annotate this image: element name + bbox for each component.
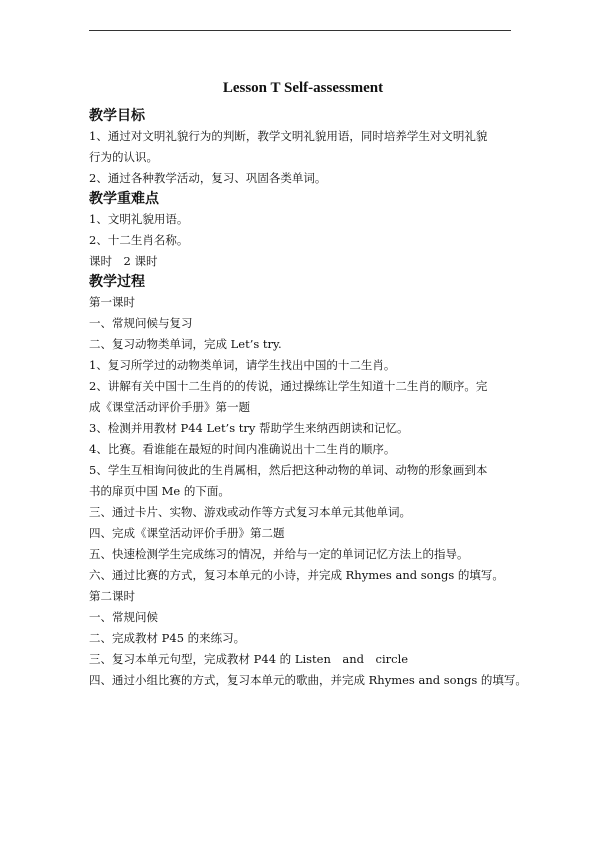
- section-heading-process: 教学过程: [89, 274, 145, 290]
- text-line: 一、常规问候: [89, 610, 158, 624]
- section-heading-goals: 教学目标: [89, 108, 145, 124]
- section-heading-key-points: 教学重难点: [89, 191, 159, 207]
- text-line: 课时 2 课时: [89, 254, 158, 268]
- text-line: 一、常规问候与复习: [89, 316, 193, 330]
- text-line: 5、学生互相询问彼此的生肖属相，然后把这种动物的单词、动物的形象画到本: [89, 463, 488, 477]
- text-line: 六、通过比赛的方式，复习本单元的小诗，并完成 Rhymes and songs 的填写。: [89, 568, 504, 582]
- text-line: 1、复习所学过的动物类单词，请学生找出中国的十二生肖。: [89, 358, 396, 372]
- text-line: 二、复习动物类单词，完成 Let’s try.: [89, 337, 282, 351]
- text-line: 2、通过各种教学活动，复习、巩固各类单词。: [89, 171, 327, 185]
- text-line: 2、讲解有关中国十二生肖的的传说，通过操练让学生知道十二生肖的顺序。完: [89, 379, 488, 393]
- text-line: 3、检测并用教材 P44 Let’s try 帮助学生来纳西朗读和记忆。: [89, 421, 409, 435]
- text-line: 1、文明礼貌用语。: [89, 212, 189, 226]
- document-body: [89, 78, 527, 691]
- text-line: 四、通过小组比赛的方式，复习本单元的歌曲，并完成 Rhymes and songs 的填写。: [89, 673, 527, 687]
- text-line: 书的扉页中国 Me 的下面。: [89, 484, 230, 498]
- text-line: 1、通过对文明礼貌行为的判断，教学文明礼貌用语，同时培养学生对文明礼貌: [89, 129, 488, 143]
- text-line: 四、完成《课堂活动评价手册》第二题: [89, 526, 285, 540]
- text-line: 三、复习本单元句型，完成教材 P44 的 Listen and circle: [89, 652, 409, 666]
- section-key-points: [89, 189, 517, 272]
- header-rule: [89, 30, 511, 31]
- text-line: 第二课时: [89, 589, 135, 603]
- section-goals: [89, 106, 517, 189]
- text-line: 三、通过卡片、实物、游戏或动作等方式复习本单元其他单词。: [89, 505, 411, 519]
- document-title: Lesson T Self-assessment: [222, 80, 384, 96]
- text-line: 4、比赛。看谁能在最短的时间内准确说出十二生肖的顺序。: [89, 442, 396, 456]
- text-line: 行为的认识。: [89, 150, 158, 164]
- text-line: 五、快速检测学生完成练习的情况，并给与一定的单词记忆方法上的指导。: [89, 547, 469, 561]
- section-process: [89, 272, 527, 691]
- text-line: 成《课堂活动评价手册》第一题: [89, 400, 250, 414]
- text-line: 2、十二生肖名称。: [89, 233, 189, 247]
- text-line: 二、完成教材 P45 的来练习。: [89, 631, 246, 645]
- text-line: 第一课时: [89, 295, 135, 309]
